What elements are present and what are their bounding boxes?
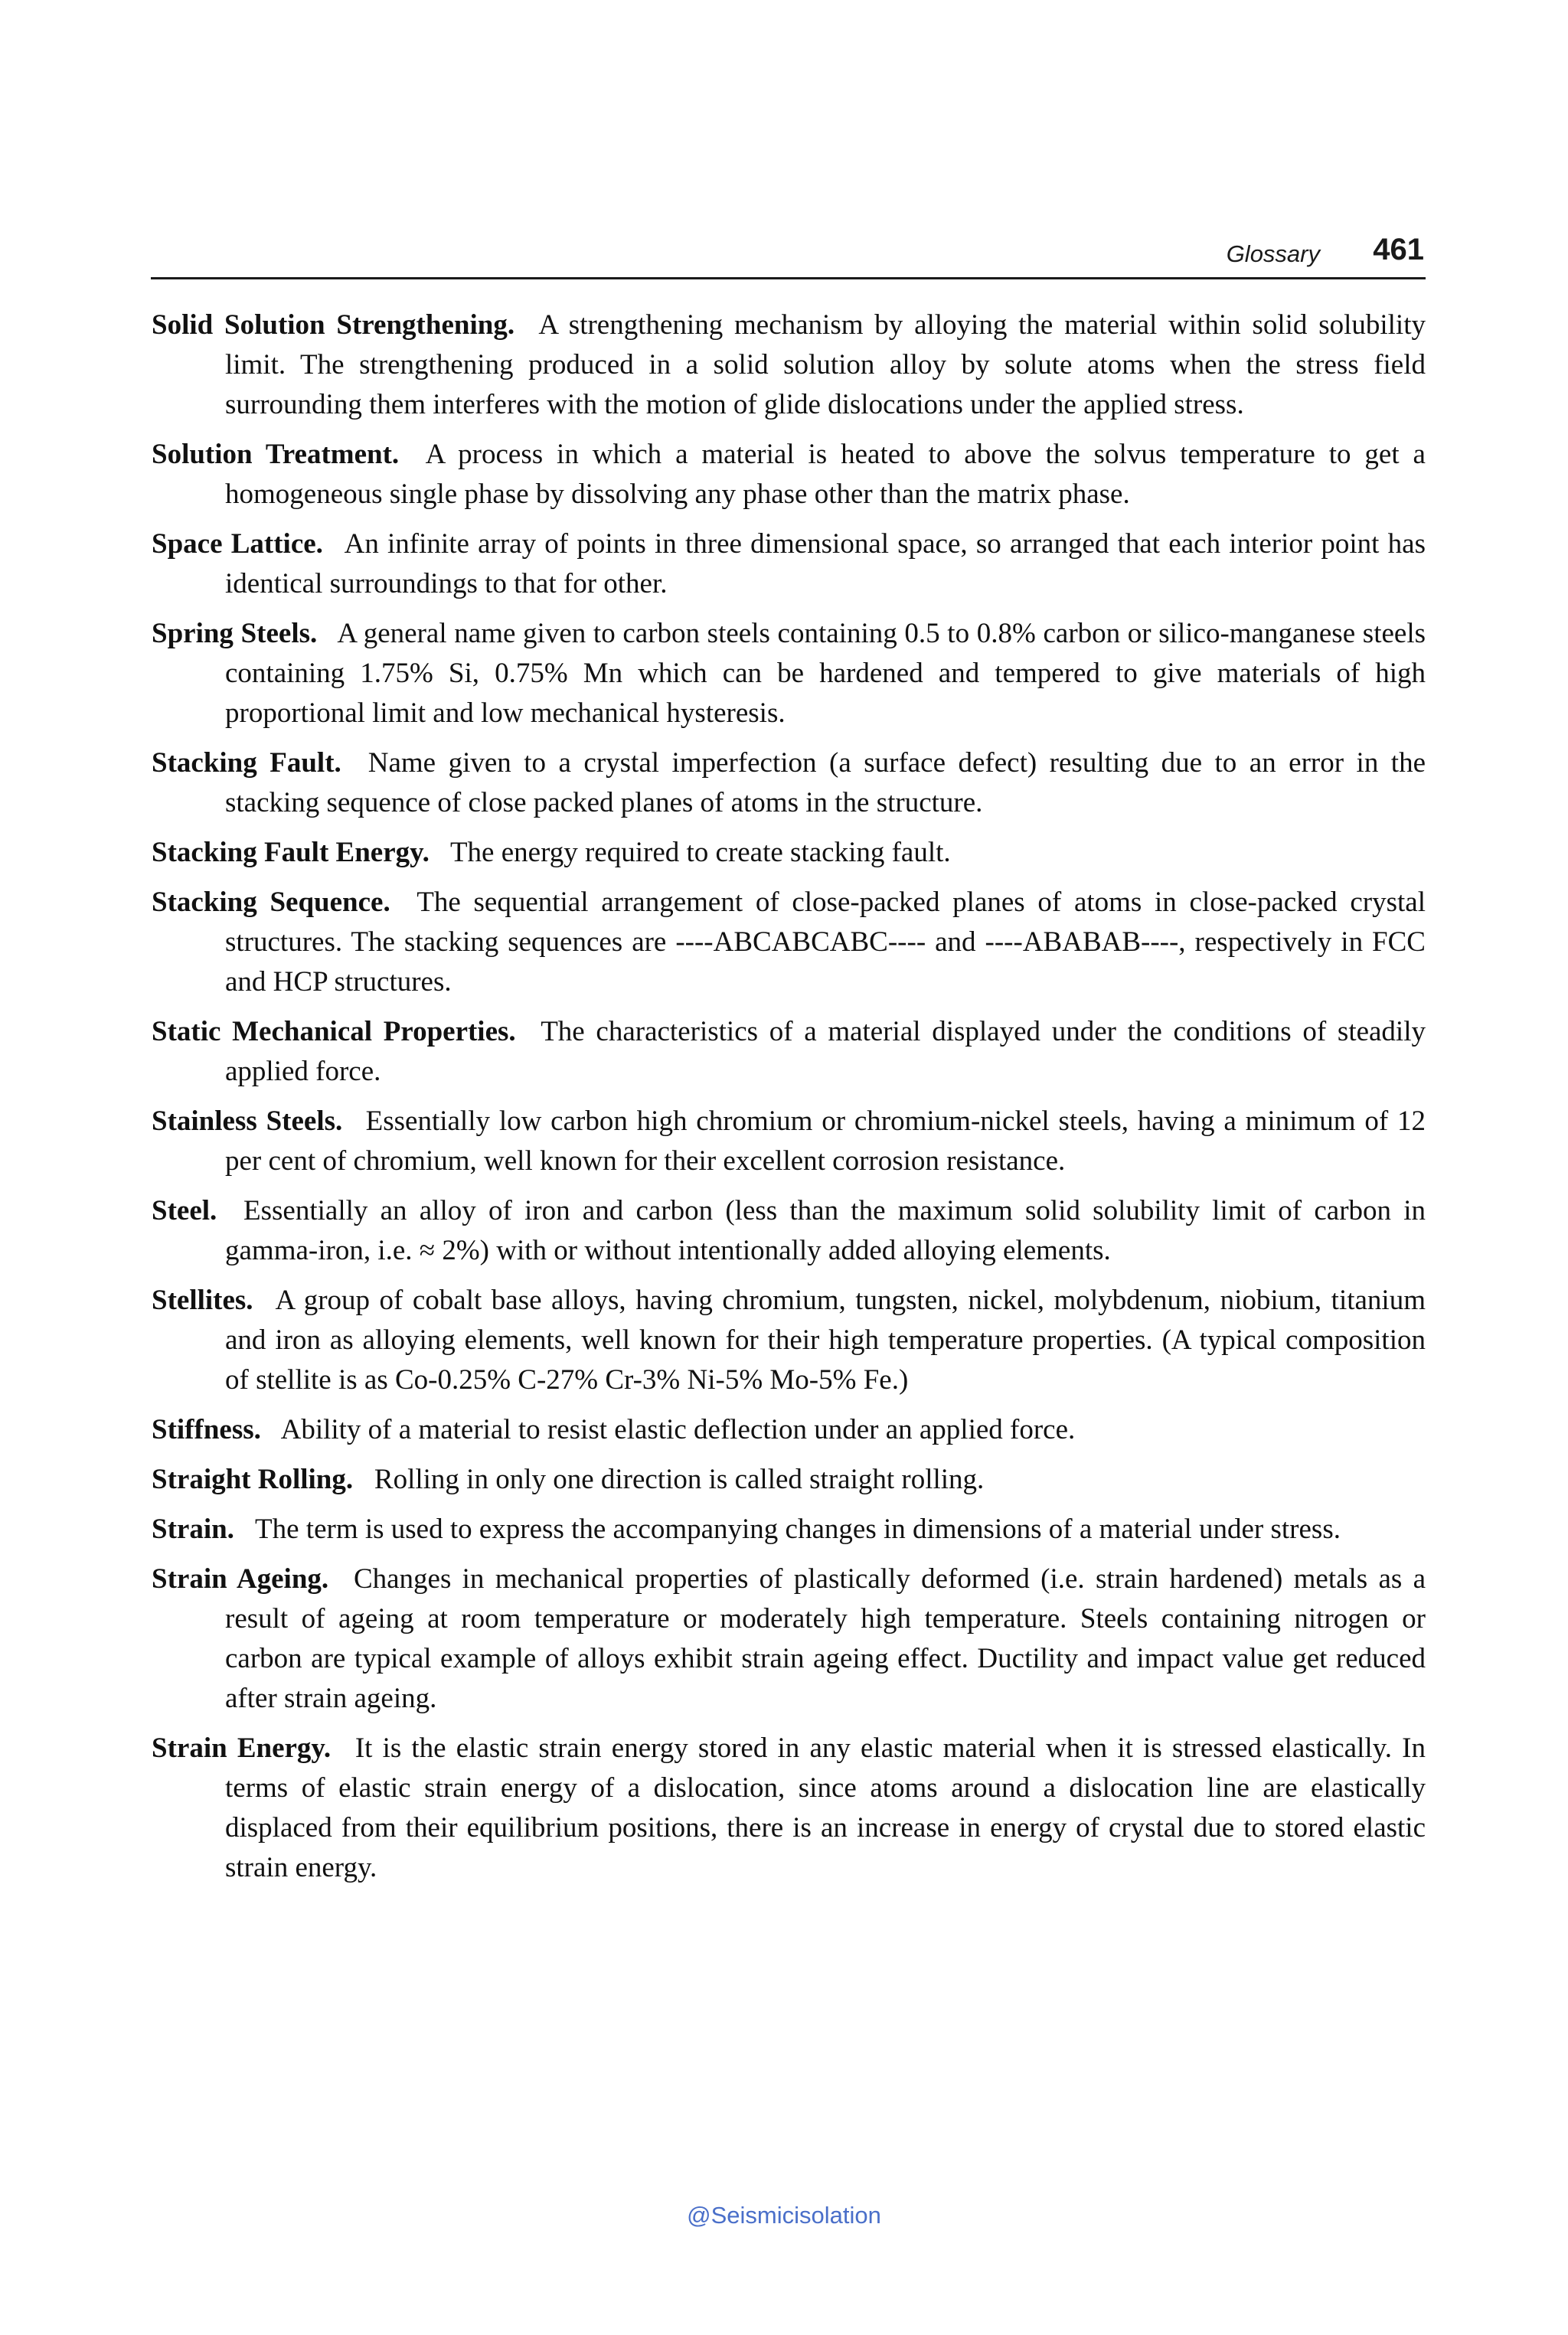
glossary-term: Solid Solution Strengthening. [152, 309, 515, 341]
glossary-definition: The energy required to create stacking fault. [449, 837, 951, 868]
glossary-entry [152, 305, 1426, 425]
glossary-term: Spring Steels. [152, 618, 318, 649]
glossary-term: Steel. [152, 1195, 217, 1226]
glossary-entry [152, 1281, 1426, 1400]
glossary-entries [152, 305, 1426, 1898]
watermark-text: @Seismicisolation [687, 2202, 881, 2229]
glossary-entry [152, 614, 1426, 733]
glossary-definition: A process in which a material is heated to above the solvus temperature to get a homogeneous single phase by dissolving any phase other than the matrix phase. [225, 439, 1426, 510]
glossary-term: Straight Rolling. [152, 1464, 354, 1495]
glossary-entry [152, 1460, 1426, 1500]
page-number: 461 [1373, 233, 1424, 266]
glossary-entry [152, 1191, 1426, 1271]
glossary-entry [152, 1729, 1426, 1888]
running-head [151, 230, 1426, 279]
glossary-entry [152, 435, 1426, 514]
glossary-entry [152, 524, 1426, 604]
glossary-term: Stainless Steels. [152, 1105, 343, 1137]
glossary-term: Stiffness. [152, 1414, 261, 1445]
glossary-entry [152, 1102, 1426, 1181]
glossary-term: Strain Energy. [152, 1732, 332, 1764]
section-title: Glossary [1226, 240, 1320, 267]
glossary-definition: Rolling in only one direction is called straight rolling. [374, 1464, 985, 1495]
glossary-definition: The characteristics of a material displayed under the conditions of steadily applied force. [225, 1016, 1426, 1087]
glossary-term: Stellites. [152, 1285, 253, 1316]
glossary-definition: An infinite array of points in three dimensional space, so arranged that each interior point has identical surroundings to that for other. [225, 528, 1426, 599]
glossary-definition: Essentially an alloy of iron and carbon (less than the maximum solid solubility limit of carbon in gamma-iron, i.e. ≈ 2%) with or without intentionally added alloying elements. [225, 1195, 1426, 1266]
glossary-entry [152, 1410, 1426, 1450]
glossary-definition: A group of cobalt base alloys, having chromium, tungsten, nickel, molybdenum, niobium, titanium and iron as alloying elements, well known for their high temperature properties. (A typical composition of stellite is as Co-0.25% C-27% Cr-3% Ni-5% Mo-5% Fe.) [225, 1285, 1426, 1396]
glossary-definition: Ability of a material to resist elastic deflection under an applied force. [280, 1414, 1076, 1445]
glossary-term: Strain. [152, 1514, 234, 1545]
glossary-term: Static Mechanical Properties. [152, 1016, 516, 1047]
glossary-term: Space Lattice. [152, 528, 323, 560]
glossary-entry [152, 1559, 1426, 1719]
glossary-definition: The term is used to express the accompanying changes in dimensions of a material under stress. [255, 1514, 1341, 1545]
glossary-term: Stacking Fault. [152, 747, 341, 779]
glossary-entry [152, 743, 1426, 823]
glossary-entry [152, 1510, 1426, 1550]
glossary-term: Solution Treatment. [152, 439, 400, 470]
glossary-definition: A strengthening mechanism by alloying the material within solid solubility limit. The strengthening produced in a solid solution alloy by solute atoms when the stress field surrounding them interferes with the motion of glide dislocations under the applied stress. [225, 309, 1426, 420]
glossary-term: Stacking Sequence. [152, 887, 390, 918]
glossary-definition: Essentially low carbon high chromium or chromium-nickel steels, having a minimum of 12 per cent of chromium, well known for their excellent corrosion resistance. [225, 1105, 1426, 1177]
glossary-term: Stacking Fault Energy. [152, 837, 430, 868]
glossary-entry [152, 833, 1426, 873]
glossary-definition: Name given to a crystal imperfection (a surface defect) resulting due to an error in the stacking sequence of close packed planes of atoms in the structure. [225, 747, 1426, 818]
glossary-definition: The sequential arrangement of close-packed planes of atoms in close-packed crystal structures. The stacking sequences are ----ABCABCABC---- and ----ABABAB----, respectively in FCC and HCP structures. [225, 887, 1426, 998]
glossary-entry [152, 883, 1426, 1002]
glossary-term: Strain Ageing. [152, 1563, 329, 1595]
glossary-definition: It is the elastic strain energy stored in any elastic material when it is stressed elastically. In terms of elastic strain energy of a dislocation, since atoms around a dislocation line are elastically displaced from their equilibrium positions, there is an increase in energy of crystal due to stored elastic strain energy. [225, 1732, 1426, 1883]
glossary-definition: A general name given to carbon steels containing 0.5 to 0.8% carbon or silico-manganese steels containing 1.75% Si, 0.75% Mn which can be hardened and tempered to give materials of high proportional limit and low mechanical hysteresis. [225, 618, 1426, 729]
glossary-entry [152, 1012, 1426, 1092]
glossary-definition: Changes in mechanical properties of plastically deformed (i.e. strain hardened) metals as a result of ageing at room temperature or moderately high temperature. Steels containing nitrogen or carbon are typical example of alloys exhibit strain ageing effect. Ductility and impact value get reduced after strain ageing. [225, 1563, 1426, 1714]
